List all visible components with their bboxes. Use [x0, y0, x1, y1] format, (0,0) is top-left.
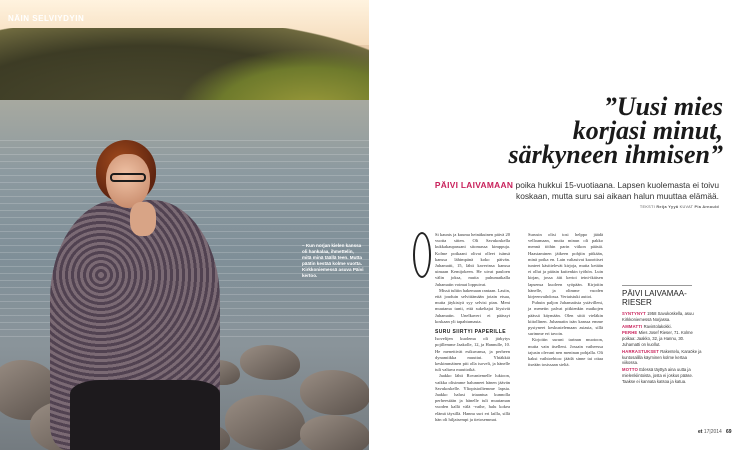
- headline-line: korjasi minut,: [572, 116, 723, 145]
- credit-text-author: Reija Yyyä: [656, 205, 679, 209]
- body-paragraph: Surusin olisi tosi helppo jäädä velloamaan, mutta minun oli pakko mennä töihin parin viikon päästä. Haastaminen jäikeen pohjiin pitkään, minä poika en. Lain valtasivat kaoottiset tunteet käsittelevät kirjoja, mutta ketään ei ollut ja pääsin kuitenkin työhön. Luin kirjan, jossa äiti kertoi teini-ikäisen lapsensa kuoleen syöpään. Kirjoitin hänelle, ja olimme vuoden kirjeenvaihdossa. Vertaistuki auttoi.: [528, 232, 603, 300]
- headline: [443, 92, 723, 169]
- body-paragraph: Kirjoitin suruni tarinan muotoon, mutta vain itselleni. Jossain vaiheessa tajusin olevani nen meninan pohjalla. Oli kaksi vaihtoehtoa: jäädä sinne tai ottaa itseään tosissaan sieltä.: [528, 337, 603, 368]
- article-page: [369, 0, 738, 450]
- section-label: NÄIN SELVIYDYIN: [8, 14, 85, 23]
- credit-text-label: TEKSTI: [639, 205, 655, 209]
- body-paragraph: Isovelijen kuolema oli järkytys pojillemme Jaakolle, 12, ja Hannulle, 10. He menettivät esikuvansa, ja perheen dynamiikka muuttui. Yhtäkkiä keskimmäinen piti olla isoveli, ja hänelle tuli valtava muuttoikä.: [435, 336, 510, 373]
- body-column-1: [435, 232, 510, 423]
- credits: [509, 205, 719, 209]
- fact-item: MOTTO Edessä täyttyä aina uutta ja mielenkiintoista, josta ei joskus pääse. Taakse ei kannata katsoa ja katua.: [622, 367, 693, 384]
- fact-box-title: PÄIVI LAIVAMAA-RIESER: [622, 289, 687, 307]
- fact-item: SYNTYNYT 1958 Savukoskella, asuu Kirkkoniemessä Norjassa.: [622, 311, 694, 322]
- fact-item: HARRASTUKSET Rakentelu, Karaöke ja kuntosalilla käyminen kolme kertaa viikossa.: [622, 348, 702, 366]
- headline-line: särkyneen ihmisen”: [508, 140, 723, 169]
- fact-item: AMMATTI Ravintolakokki.: [622, 323, 672, 329]
- fact-box: [622, 285, 702, 386]
- lead-paragraph: [429, 180, 719, 201]
- magazine-name: et: [698, 429, 703, 435]
- page-number: 69: [726, 429, 732, 435]
- credit-photo-label: KUVAT: [679, 205, 694, 209]
- headline-line: ”Uusi mies: [603, 92, 723, 121]
- issue-number: 17|2014: [703, 429, 722, 435]
- lead-text: poika hukkui 15-vuotiaana. Lapsen kuolemasta ei toivu koskaan, mutta suru sai aikaan halun muuttaa elämää.: [513, 180, 719, 201]
- lead-name: PÄIVI LAIVAMAAN: [434, 180, 514, 190]
- body-column-2: [528, 232, 603, 368]
- body-paragraph: Si kaunis ja kuuma heinäkuinen päivä 20 vuotta sitten. Oli Savukoskella kukkakaupassani sitomassa kimppuja. Kolme poikaani olivat olleet isänsä kanssa lähimpänä koko päivän. Juhamatti, 15, lähti kaverinsa kanssa uimaan Kemijokeen. He uivat pauloen välin joksa, mutta puhumatkalla Juhamatin voimat loppuivat.: [435, 232, 510, 287]
- body-paragraph: Jaakko lähti Rovaniemelle lukioon, vaikka olisimme halunneet hänen jäävän Savukoskelle. Yliopistoiltemme lapsia. Jaakko halusi irtaantua kunnolla perheestään ja hänelle tuli muutaman vuoden kallä välä -vaihe, halu kokea elämä täysillä. Hannu suri eri lailla, sillä hän oli hiljaisempi ja tietosemmat.: [435, 373, 510, 422]
- glasses-icon: [110, 173, 146, 182]
- body-paragraph: Missä tultiin hakemaan rantaan. Lasiin, että jouduin selvittämään jotain etsaa, mutta jäykistyä syy selvisi pian. Meni muutama tunti, että sukeltajat löysivät Juhamatin. Unelkaveri ei päässyt koskaan yli tapahtumasta.: [435, 287, 510, 324]
- drop-cap-o: [413, 232, 431, 278]
- body-paragraph: Puhuin paljon Juhamatista ystävilleni, ja menetin palvat pitkienkin matkojen päässä käymään. Olen sittä vieläkin kiitollinen. Juhamatin isän kanssa emme pystyneet keskustelemaan asiasta, sillä surimme eri tavoin.: [528, 300, 603, 337]
- fact-box-rule: [622, 285, 692, 286]
- photo-caption: – Kun norjan kielen kanssa oli hankalaa, ihmettelin, mitä minä täällä teen. Mutta päätin kestää kolme vuotta. Kirkkoniemessä asuva Päivi kertoo.: [302, 243, 364, 278]
- credit-photo-author: Pia Arnould: [694, 205, 719, 209]
- subheading: SURU SIIRTYI PAPERILLE: [435, 329, 506, 336]
- folio: [698, 429, 722, 435]
- fact-item: PERHE Mies Josef Rieser, 71. Kolme poikaa: Jaakko, 32, ja Hannu, 30. Juhamatti on kuollut.: [622, 330, 693, 347]
- woman-portrait: [50, 140, 220, 450]
